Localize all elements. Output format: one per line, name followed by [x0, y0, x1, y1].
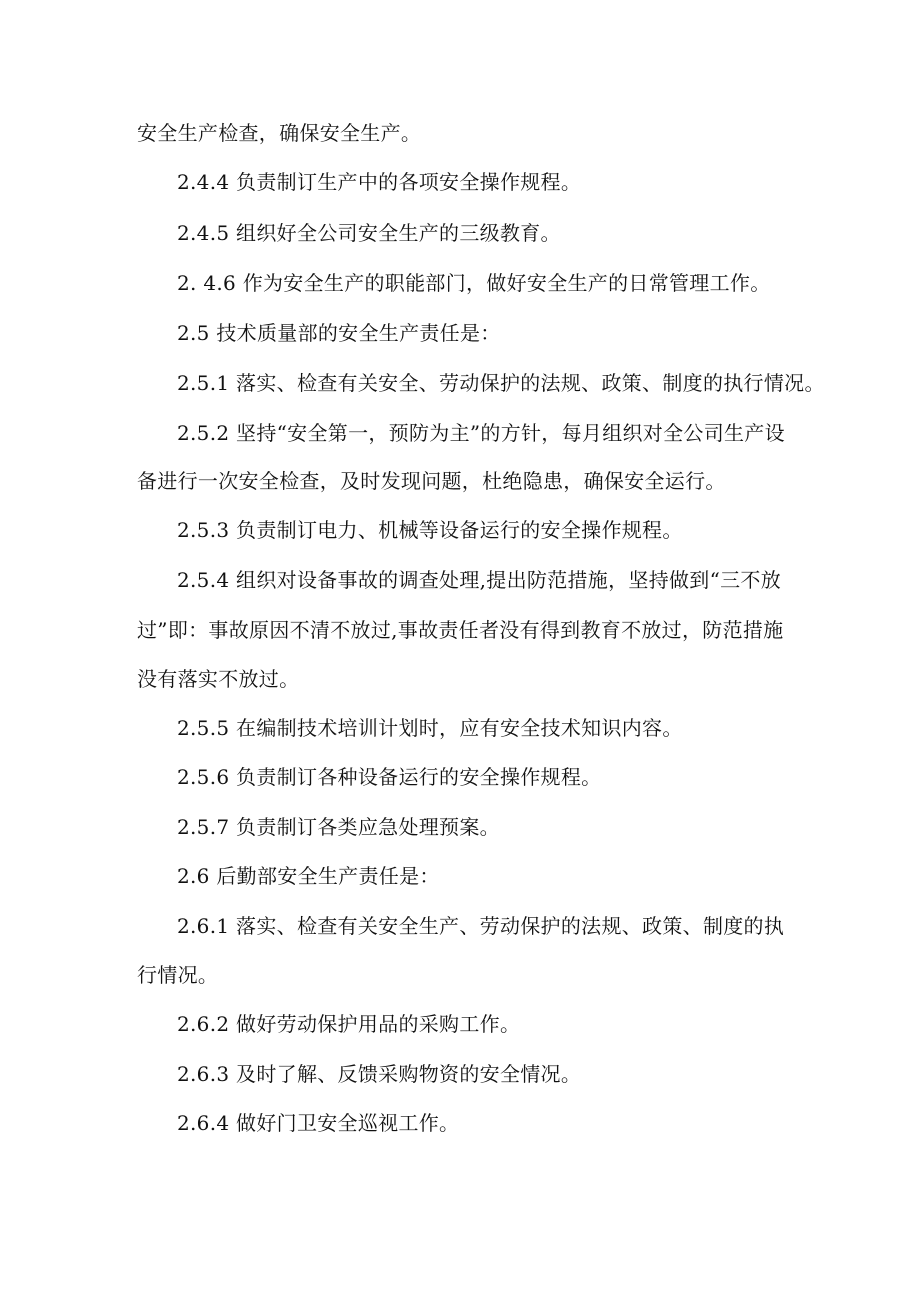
text-line: 2.5.2 坚持“安全第一，预防为主”的方针，每月组织对全公司生产设 [177, 421, 785, 445]
text-line: 行情况。 [137, 963, 219, 987]
text-line: 2.4.4 负责制订生产中的各项安全操作规程。 [177, 170, 582, 194]
text-line: 2.4.5 组织好全公司安全生产的三级教育。 [177, 221, 561, 245]
text-line: 2.5.5 在编制技术培训计划时，应有安全技术知识内容。 [177, 716, 683, 740]
text-line: 2.5.6 负责制订各种设备运行的安全操作规程。 [177, 765, 602, 789]
text-line: 2.5.4 组织对设备事故的调查处理,提出防范措施，坚持做到“三不放 [177, 568, 782, 592]
section-heading: 2.5 技术质量部的安全生产责任是： [177, 321, 501, 345]
text-line: 没有落实不放过。 [137, 667, 300, 691]
text-line: 过”即：事故原因不清不放过,事故责任者没有得到教育不放过，防范措施 [137, 618, 784, 642]
text-line: 2.6.1 落实、检查有关安全生产、劳动保护的法规、政策、制度的执 [177, 914, 785, 938]
text-line: 备进行一次安全检查，及时发现问题，杜绝隐患，确保安全运行。 [137, 469, 726, 493]
text-line: 2.5.3 负责制订电力、机械等设备运行的安全操作规程。 [177, 518, 683, 542]
text-line: 2.5.7 负责制订各类应急处理预案。 [177, 815, 500, 839]
text-line: 2. 4.6 作为安全生产的职能部门，做好安全生产的日常管理工作。 [177, 271, 771, 295]
section-heading: 2.6 后勤部安全生产责任是： [177, 864, 440, 888]
text-line: 2.6.2 做好劳动保护用品的采购工作。 [177, 1012, 521, 1036]
text-line: 2.6.3 及时了解、反馈采购物资的安全情况。 [177, 1062, 582, 1086]
text-line: 2.5.1 落实、检查有关安全、劳动保护的法规、政策、制度的执行情况。 [177, 371, 825, 395]
text-line: 2.6.4 做好门卫安全巡视工作。 [177, 1111, 460, 1135]
text-line: 安全生产检查，确保安全生产。 [137, 121, 422, 145]
